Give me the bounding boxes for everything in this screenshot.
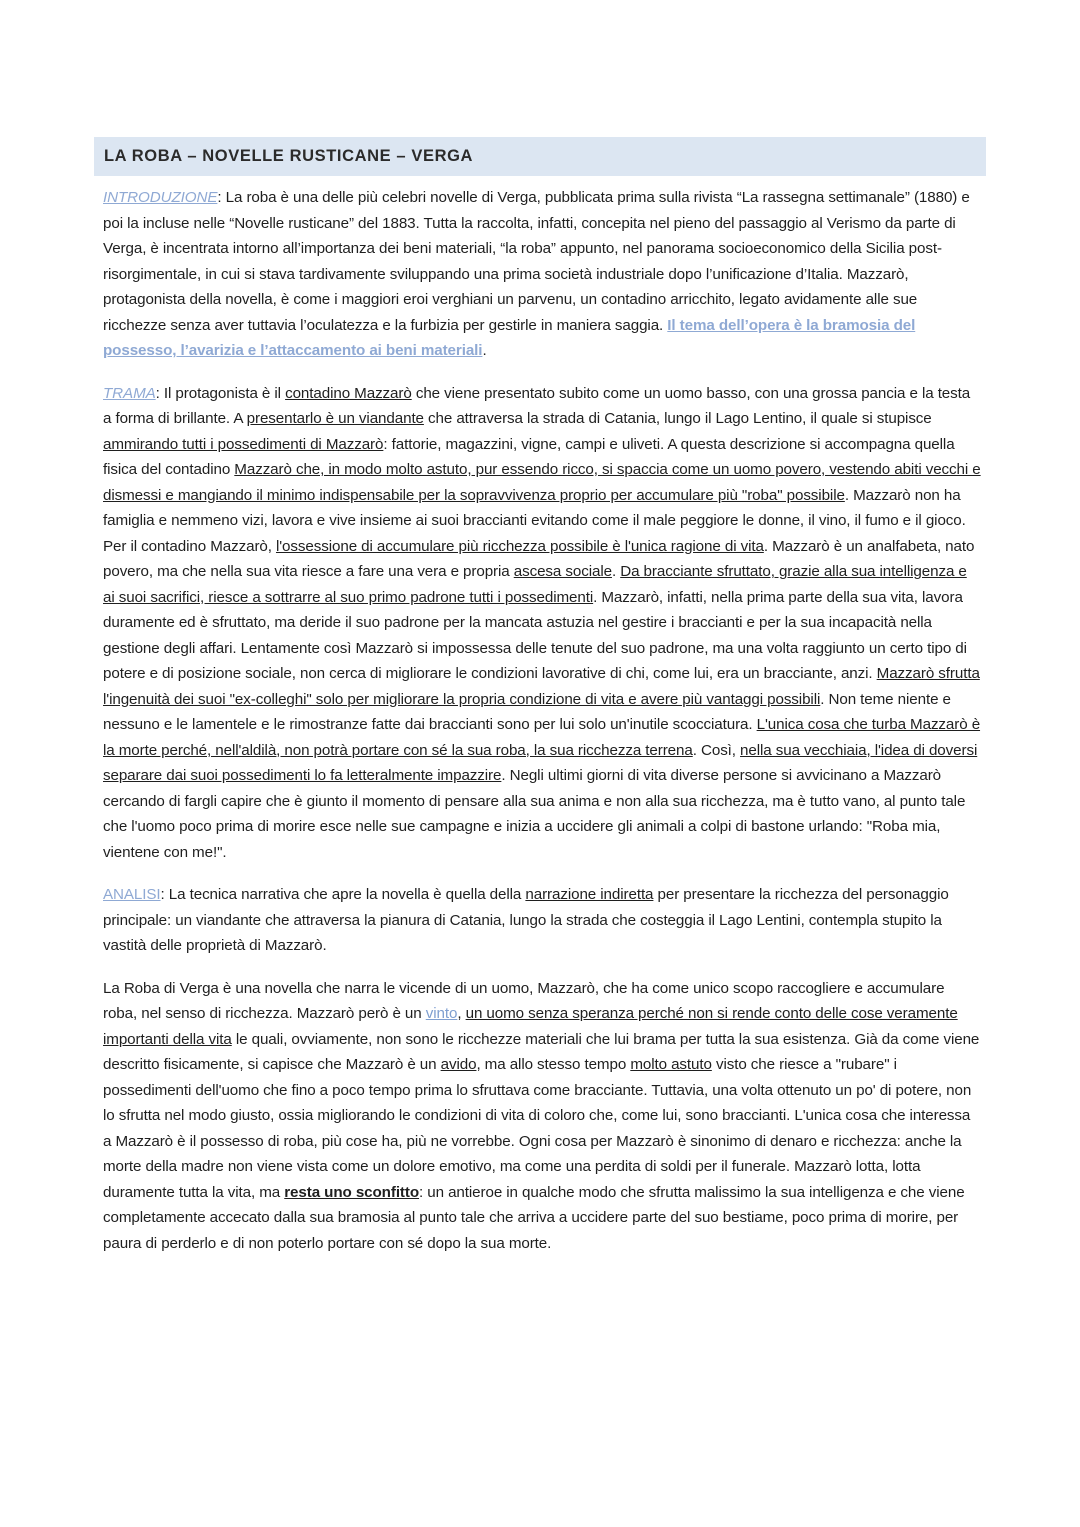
intro-paragraph [103, 185, 981, 364]
analisi-text: : La tecnica narrativa che apre la novella è quella della [160, 886, 526, 903]
analisi2-underline: un uomo senza speranza perché non si rende conto delle cose veramente importanti della vita [103, 1005, 958, 1048]
trama-text: che attraversa la strada di Catania, lungo il Lago Lentino, il quale si stupisce [423, 410, 932, 427]
trama-text: . Non teme niente e nessuno e le lamentele e le rimostranze fatte dai braccianti sono per lui solo un'inutile scocciatura. [103, 690, 951, 733]
analisi-underline: narrazione indiretta [525, 886, 654, 903]
trama-underline: ammirando tutti i possedimenti di Mazzarò [103, 435, 384, 453]
trama-underline: ascesa sociale [513, 563, 612, 580]
trama-paragraph [103, 381, 981, 866]
trama-heading: TRAMA [103, 384, 156, 402]
analisi-heading: ANALISI [103, 886, 161, 903]
analisi-text: per presentare la ricchezza del personaggio principale: un viandante che attraversa la pianura di Catania, lungo la strada che costeggia il Lago Lentini, contempla stupito la vastità delle proprietà di Mazzarò. [103, 886, 949, 954]
analisi2-blue-word: vinto [425, 1005, 458, 1022]
trama-text: che viene presentato subito come un uomo basso, con una grossa pancia e la testa a forma di brillante. A [103, 384, 971, 427]
analisi2-text: La Roba di Verga è una novella che narra le vicende di un uomo, Mazzarò, che ha come unico scopo raccogliere e accumulare roba, nel senso di ricchezza. Mazzarò però è un [103, 979, 945, 1022]
analisi2-underline: avido [440, 1056, 477, 1073]
trama-underline: l'ossessione di accumulare più ricchezza possibile è l'unica ragione di vita [275, 537, 764, 555]
intro-heading: INTRODUZIONE [103, 189, 218, 206]
intro-theme: Il tema dell’opera è la bramosia del possesso, l’avarizia e l’attaccamento ai beni materiali [103, 316, 916, 359]
trama-text: : fattorie, magazzini, vigne, campi e uliveti. A questa descrizione si accompagna quella fisica del contadino [103, 435, 955, 478]
trama-underline: presentarlo è un viandante [246, 410, 424, 427]
document-body [103, 185, 981, 1273]
analisi2-bold-underline: resta uno sconfitto [284, 1183, 420, 1201]
trama-text: . [611, 563, 621, 580]
analisi2-text: : un antieroe in qualche modo che sfrutta malissimo la sua intelligenza e che viene completamente accecato dalla sua bramosia al punto tale che arriva a uccidere parte del suo bestiame, poco prima di morire, per paura di perderlo e di non poterlo portare con sé dopo la sua morte. [103, 1183, 965, 1252]
trama-text: . Mazzarò non ha famiglia e nemmeno vizi, lavora e vive insieme ai suoi braccianti evitando come il male peggiore le donne, il vino, il fumo e il gioco. Per il contadino Mazzarò, [103, 486, 966, 555]
trama-underline: Mazzarò che, in modo molto astuto, pur essendo ricco, si spaccia come un uomo povero, vestendo abiti vecchi e dismessi e mangiando il minimo indispensabile per la sopravvivenza proprio per accumulare più "roba" possibile [103, 461, 981, 504]
analisi2-text: , ma allo stesso tempo [476, 1056, 631, 1073]
trama-underline: Mazzarò sfrutta l'ingenuità dei suoi "ex-colleghi" solo per migliorare la propria condizione di vita e avere più vantaggi possibili [103, 665, 980, 708]
trama-underline: Da bracciante sfruttato, grazie alla sua intelligenza e ai suoi sacrifici, riesce a sottrarre al suo primo padrone tutti i possedimenti [103, 563, 967, 606]
trama-text: . Negli ultimi giorni di vita diverse persone si avvicinano a Mazzarò cercando di fargli capire che è giunto il momento di pensare alla sua anima e non alla sua ricchezza, ma è tutto vano, al punto tale che l'uomo poco prima di morire esce nelle sue campagne e inizia a uccidere gli animali a colpi di bastone urlando: "Roba mia, vientene con me!". [103, 767, 966, 861]
page-title: LA ROBA – NOVELLE RUSTICANE – VERGA [94, 137, 986, 176]
trama-text: . Mazzarò, infatti, nella prima parte della sua vita, lavora duramente ed è sfruttato, ma deride il suo padrone per la mancata astuzia nel gestire i braccianti e per la sua incapacità nella gestione degli affari. Lentamente così Mazzarò si impossessa delle tenute del suo padrone, ma una volta raggiunto un certo tipo di potere e di posizione sociale, non cerca di migliorare le condizioni lavorative di chi, come lui, era un bracciante, anzi. [103, 588, 967, 682]
analisi2-text: , [457, 1005, 466, 1022]
analisi-paragraph-2 [103, 976, 981, 1257]
intro-text: : La roba è una delle più celebri novelle di Verga, pubblicata prima sulla rivista “La rassegna settimanale” (1880) e poi la incluse nelle “Novelle rusticane” del 1883. Tutta la raccolta, infatti, concepita nel pieno del passaggio al Verismo da parte di Verga, è incentrata intorno all’importanza dei beni materiali, “la roba” appunto, nel panorama socioeconomico della Sicilia post-risorgimentale, in cui si stava tardivamente sviluppando una prima società industriale dopo l’unificazione d’Italia. Mazzarò, protagonista della novella, è come i maggiori eroi verghiani un parvenu, un contadino arricchito, legato avidamente alle sue ricchezze senza aver tuttavia l’oculatezza e la furbizia per gestirle in maniera saggia. [103, 189, 970, 334]
trama-underline: nella sua vecchiaia, l'idea di doversi separare dai suoi possedimenti lo fa letteralmente impazzire [103, 741, 978, 784]
trama-text: . Così, [692, 741, 741, 759]
trama-text: : Il protagonista è il [155, 384, 286, 402]
analisi2-text: visto che riesce a "rubare" i possedimenti dell'uomo che fino a poco tempo prima lo sfruttava come bracciante. Tuttavia, una volta ottenuto un po' di potere, non lo sfrutta nel modo giusto, ossia migliorando le condizioni di vita di coloro che, come lui, sono braccianti. L'unica cosa che interessa a Mazzarò è il possesso di roba, più cose ha, più ne vorrebbe. Ogni cosa per Mazzarò è sinonimo di denaro e ricchezza: anche la morte della madre non viene vista come un dolore emotivo, ma come una perdita di soldi per il funerale. Mazzarò lotta, lotta duramente tutta la vita, ma [103, 1056, 972, 1201]
trama-underline: L'unica cosa che turba Mazzarò è la morte perché, nell'aldilà, non potrà portare con sé la sua roba, la sua ricchezza terrena [103, 716, 981, 759]
trama-text: . Mazzarò è un analfabeta, nato povero, ma che nella sua vita riesce a fare una vera e propria [103, 537, 975, 580]
analisi-paragraph [103, 882, 981, 959]
intro-end: . [482, 342, 487, 359]
trama-underline: contadino Mazzarò [285, 384, 412, 402]
analisi2-underline: molto astuto [630, 1056, 712, 1073]
analisi2-text: le quali, ovviamente, non sono le ricchezze materiali che lui brama per tutta la sua esistenza. Già da come viene descritto fisicamente, si capisce che Mazzarò è un [103, 1030, 980, 1073]
